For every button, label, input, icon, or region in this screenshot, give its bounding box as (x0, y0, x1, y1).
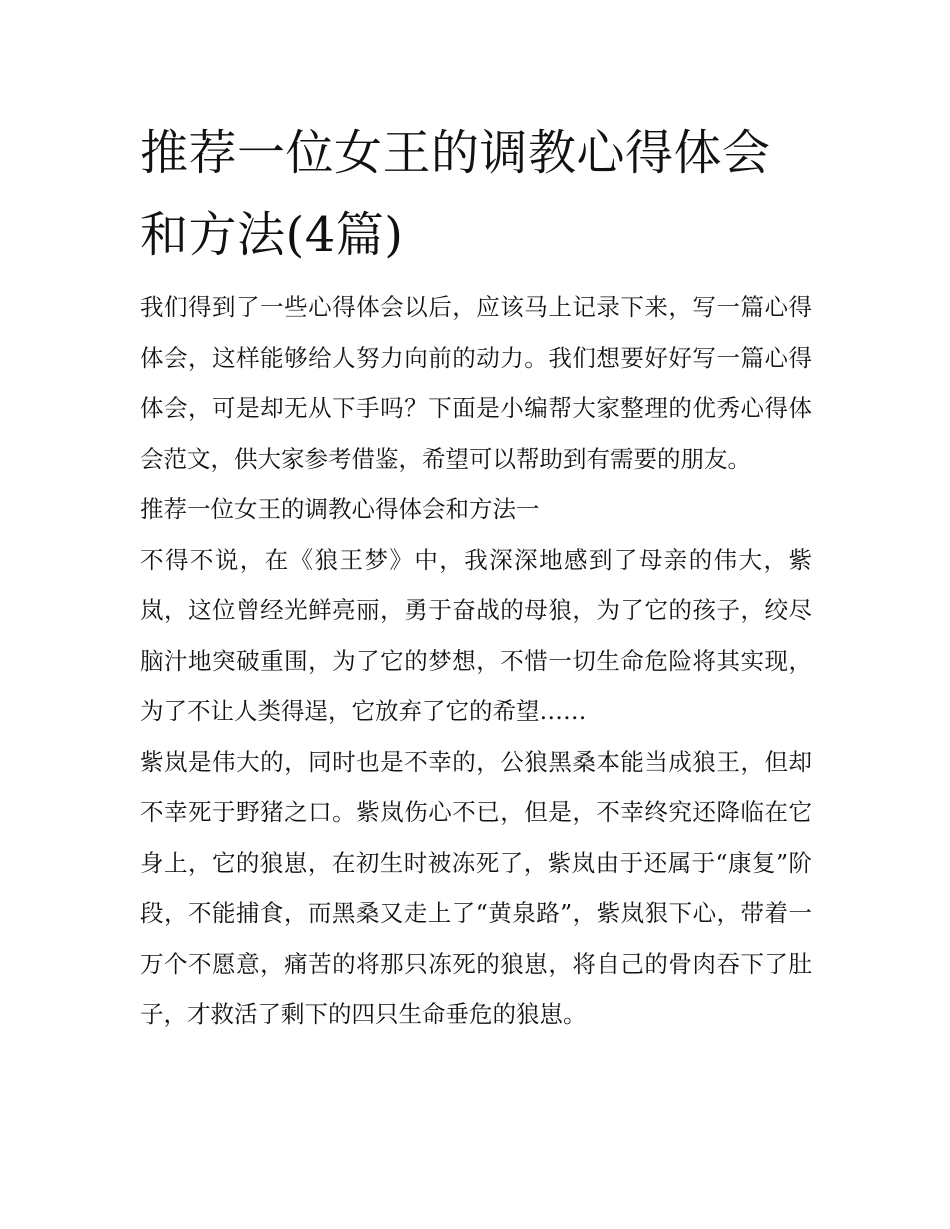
section-heading: 推荐一位女王的调教心得体会和方法一 (140, 495, 540, 523)
document-title: 推荐一位女王的调教心得体会和方法(4篇) (140, 125, 771, 263)
body-paragraph-2: 紫岚是伟大的，同时也是不幸的，公狼黑桑本能当成狼王，但却不幸死于野猪之口。紫岚伤心不已，但是，不幸终究还降临在它身上，它的狼崽，在初生时被冻死了，紫岚由于还属于“康复”阶段，不能捕食，而黑桑又走上了“黄泉路”，紫岚狠下心，带着一万个不愿意，痛苦的将那只冻死的狼崽，将自己的骨肉吞下了肚子，才救活了剩下的四只生命垂危的狼崽。 (140, 747, 812, 1028)
body-paragraph-1: 不得不说，在《狼王梦》中，我深深地感到了母亲的伟大，紫岚，这位曾经光鲜亮丽，勇于奋战的母狼，为了它的孩子，绞尽脑汁地突破重围，为了它的梦想，不惜一切生命危险将其实现，为了不让人类得逞，它放弃了它的希望…… (140, 545, 812, 725)
intro-paragraph: 我们得到了一些心得体会以后，应该马上记录下来，写一篇心得体会，这样能够给人努力向前的动力。我们想要好好写一篇心得体会，可是却无从下手吗？下面是小编帮大家整理的优秀心得体会范文，供大家参考借鉴，希望可以帮助到有需要的朋友。 (140, 293, 812, 473)
document-body (140, 112, 812, 1040)
